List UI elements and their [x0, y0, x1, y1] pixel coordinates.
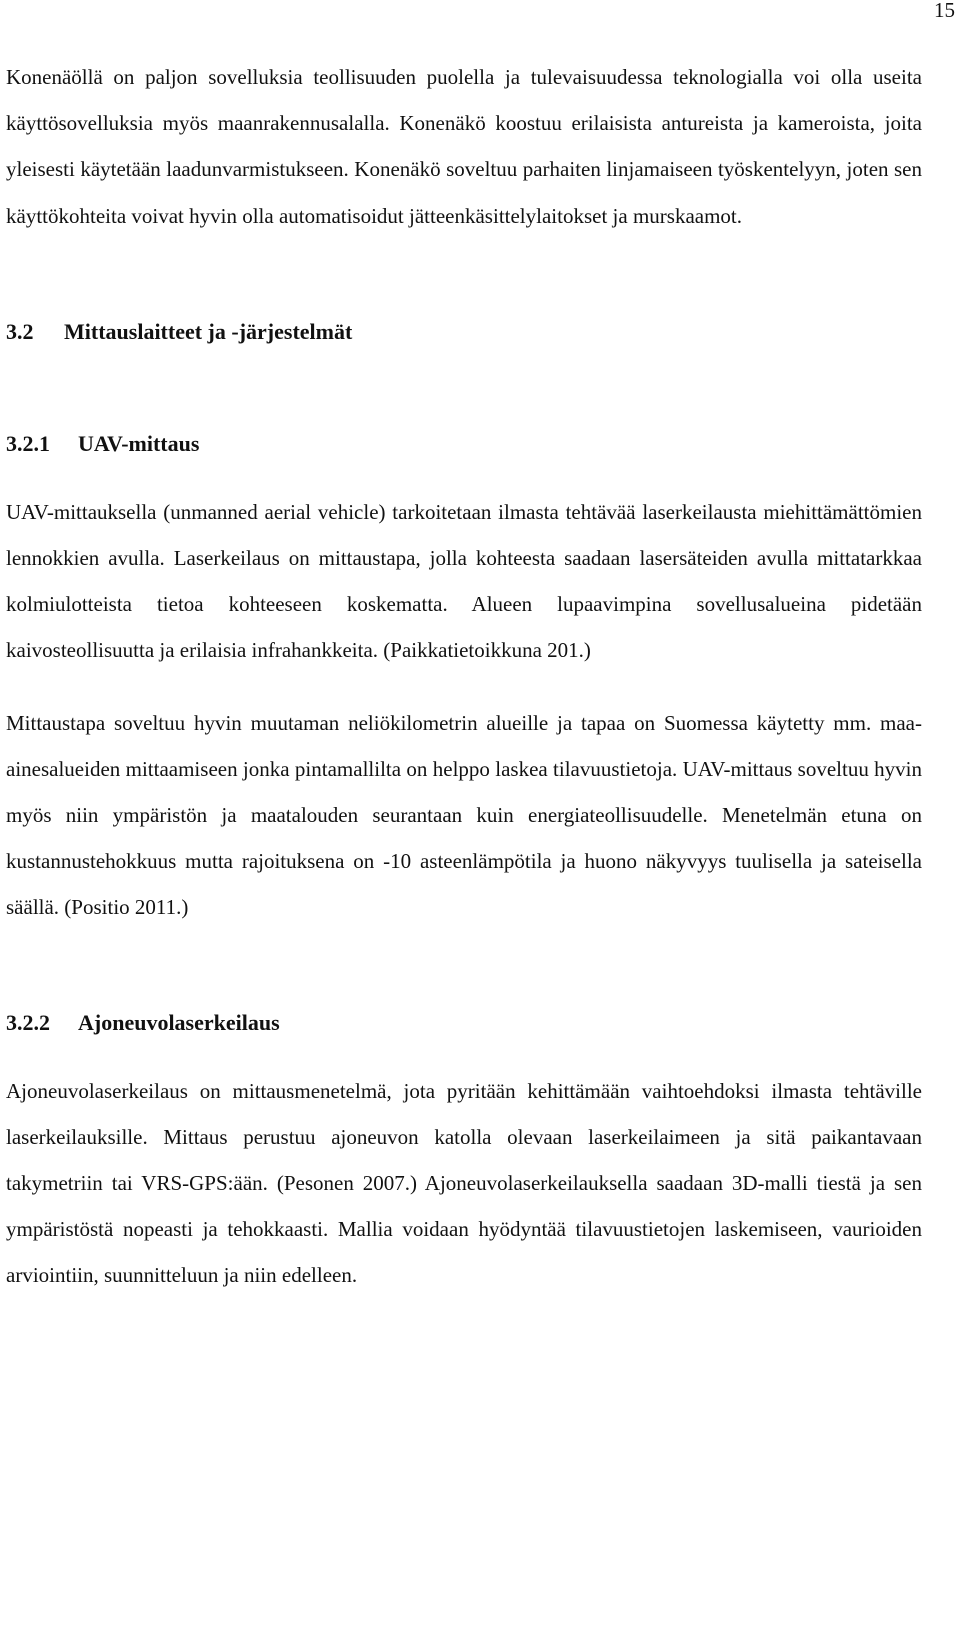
paragraph-ajoneuvo-1: Ajoneuvolaserkeilaus on mittausmenetelmä, jota pyritään kehittämään vaihtoehdoksi ilmasta tehtäville laserkeilauksille. Mittaus perustuu ajoneuvon katolla olevaan laserkeilaimeen ja sitä paikantavaan takymetriin tai VRS-GPS:ään. (Pesonen 2007.) Ajoneuvolaserkeilauksella saadaan 3D-malli tiestä ja sen ympäristöstä nopeasti ja tehokkaasti. Mallia voidaan hyödyntää tilavuustietojen laskemiseen, vaurioiden arviointiin, suunnitteluun ja niin edelleen.	[6, 1078, 922, 1288]
spacer	[6, 1046, 922, 1068]
section-number: 3.2	[6, 318, 34, 344]
spacer	[6, 355, 922, 421]
subsection-number: 3.2.1	[6, 430, 50, 456]
section-title: Mittauslaitteet ja -järjestelmät	[64, 318, 353, 344]
spacer	[6, 931, 922, 1000]
spacer	[6, 467, 922, 489]
subsection-heading-uav	[6, 421, 922, 467]
spacer	[6, 239, 922, 309]
section-heading	[6, 309, 922, 355]
paragraph-uav-1: UAV-mittauksella (unmanned aerial vehicle) tarkoitetaan ilmasta tehtävää laserkeilausta miehittämättömien lennokkien avulla. Laserkeilaus on mittaustapa, jolla kohteesta saadaan lasersäteiden avulla mittatarkkaa kolmiulotteista tietoa kohteeseen koskematta. Alueen lupaavimpina sovellusalueina pidetään kaivosteollisuutta ja erilaisia infrahankkeita. (Paikkatietoikkuna 201.)	[6, 499, 922, 663]
subsection-title: Ajoneuvolaserkeilaus	[78, 1009, 280, 1035]
page-number: 15	[934, 0, 955, 22]
subsection-heading-ajoneuvo	[6, 1000, 922, 1046]
subsection-title: UAV-mittaus	[78, 430, 200, 456]
paragraph-intro: Konenäöllä on paljon sovelluksia teollisuuden puolella ja tulevaisuudessa teknologialla voi olla useita käyttösovelluksia myös maanrakennusalalla. Konenäkö koostuu erilaisista antureista ja kameroista, joita yleisesti käytetään laadunvarmistukseen. Konenäkö soveltuu parhaiten linjamaiseen työskentelyyn, joten sen käyttökohteita voivat hyvin olla automatisoidut jätteenkäsittelylaitokset ja murskaamot.	[6, 65, 922, 228]
page-content	[6, 54, 922, 1299]
subsection-number: 3.2.2	[6, 1009, 50, 1035]
paragraph-uav-2: Mittaustapa soveltuu hyvin muutaman neliökilometrin alueille ja tapaa on Suomessa käytetty mm. maa-ainesalueiden mittaamiseen jonka pintamallilta on helppo laskea tilavuustietoja. UAV-mittaus soveltuu hyvin myös niin ympäristön ja maatalouden seurantaan kuin energiateollisuudelle. Menetelmän etuna on kustannustehokkuus mutta rajoituksena on -10 asteenlämpötila ja huono näkyvyys tuulisella ja sateisella säällä. (Positio 2011.)	[6, 710, 922, 920]
spacer	[6, 674, 922, 700]
